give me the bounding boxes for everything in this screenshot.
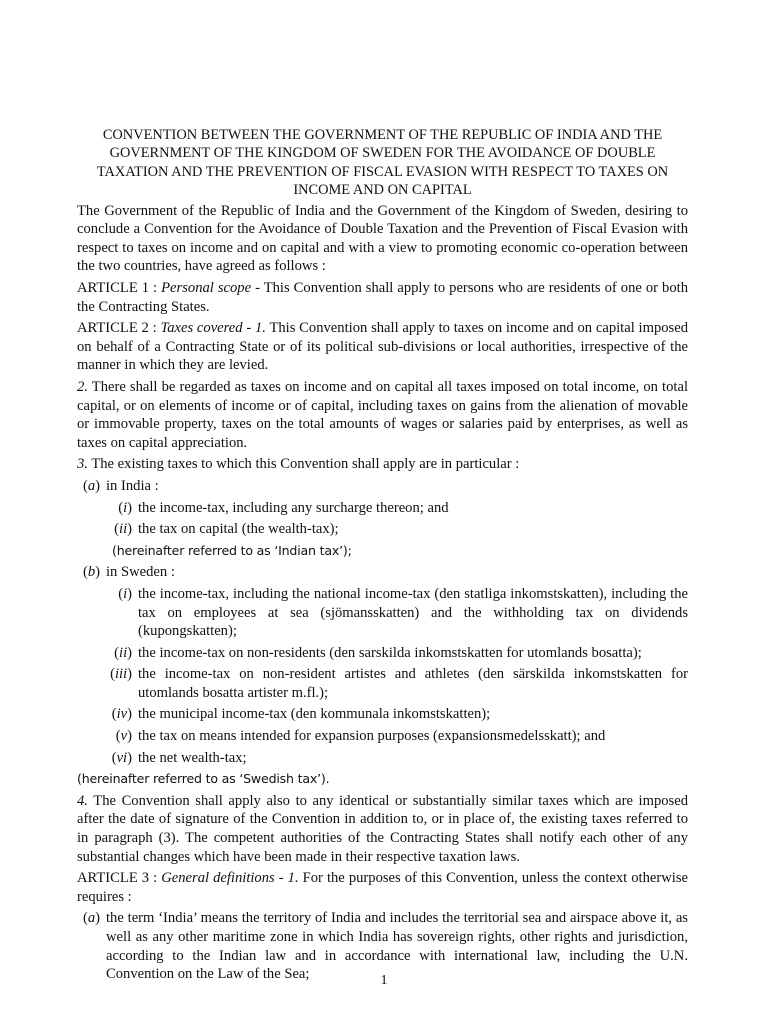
- item-text: the income-tax on non-residents (den sarskilda inkomstskatten for utomlands bosatta);: [138, 644, 642, 661]
- item-text: the term ‘India’ means the territory of India and includes the territorial sea and airspace above it, as well as any other maritime zone in which India has sovereign rights, other rights and jurisdiction, according to the Indian law and in accordance with international law, including the U.N. Convention on the Law of the Sea;: [106, 910, 688, 983]
- item-text: the income-tax, including any surcharge thereon; and: [138, 499, 449, 516]
- article-2-heading: ARTICLE 2 :: [77, 320, 161, 337]
- page-number: 1: [380, 973, 388, 988]
- list-item-sweden-iv: [77, 705, 688, 724]
- para-number: 2.: [77, 378, 88, 395]
- para-text: The Convention shall apply also to any identical or substantially similar taxes which are imposed after the date of signature of the Convention in addition to, or in place of, the existing taxes referred to in paragraph (3). The competent authorities of the Contracting States shall notify each other of any substantial changes which have been made in their respective taxation laws.: [77, 792, 688, 865]
- list-item-sweden-vi: [77, 749, 688, 768]
- article-3-heading: ARTICLE 3 :: [77, 870, 162, 887]
- item-label: (iii): [110, 666, 132, 683]
- list-item-sweden-i: [77, 585, 688, 641]
- para-text: There shall be regarded as taxes on income and on capital all taxes imposed on total income, on total capital, or on elements of income or of capital, including taxes on gains from the alienation of movable or immovable property, taxes on the total amounts of wages or salaries paid by enterprises, as well as taxes on capital appreciation.: [77, 378, 688, 451]
- article-2: [77, 319, 688, 375]
- document-page: [77, 126, 688, 987]
- article-1: [77, 279, 688, 316]
- list-item-india-ii: [77, 520, 688, 539]
- item-label: (a): [82, 477, 100, 494]
- item-label: (v): [115, 728, 132, 745]
- item-label: (i): [118, 585, 132, 602]
- article-2-text: This Convention shall apply to taxes on income and on capital imposed on behalf of a Contracting State or of its political sub-divisions or local authorities, irrespective of the manner in which they are levied.: [77, 320, 688, 374]
- item-text: the tax on means intended for expansion purposes (expansionsmedelsskatt); and: [138, 728, 606, 745]
- item-label: (ii): [114, 644, 132, 661]
- para-number: 3.: [77, 456, 88, 473]
- item-label: (ii): [114, 521, 132, 538]
- india-tax-note: (hereinafter referred to as ‘Indian tax’);: [112, 542, 352, 558]
- article-1-subtitle: Personal scope: [161, 280, 252, 296]
- item-text: the income-tax, including the national income-tax (den statliga inkomstskatten), including the tax on employees at sea (sjömansskatten) and the withholding tax on dividends (kupongskatten);: [138, 585, 688, 640]
- article-1-text: - This Convention shall apply to persons who are residents of one or both the Contracting States.: [77, 280, 688, 315]
- article-2-para-2: [77, 378, 688, 452]
- list-item-sweden-v: [77, 727, 688, 746]
- article-3: [77, 869, 688, 906]
- list-item-sweden-ii: [77, 644, 688, 663]
- list-item-b-sweden: [77, 563, 688, 582]
- article-1-heading: ARTICLE 1 :: [77, 280, 162, 296]
- article-3-text: For the purposes of this Convention, unless the context otherwise requires :: [77, 870, 688, 905]
- item-text: the net wealth-tax;: [138, 749, 247, 766]
- item-label: (b): [82, 564, 100, 581]
- item-label: (a): [82, 910, 100, 927]
- article-3-subtitle: General definitions - 1.: [161, 870, 299, 887]
- item-text: the municipal income-tax (den kommunala inkomstskatten);: [138, 706, 491, 723]
- article-2-para-3: [77, 455, 688, 474]
- list-item-sweden-iii: [77, 665, 688, 702]
- preamble: The Government of the Republic of India and the Government of the Kingdom of Sweden, desiring to conclude a Convention for the Avoidance of Double Taxation and the Prevention of Fiscal Evasion with respect to taxes on income and on capital and with a view to promoting economic co-operation between the two countries, have agreed as follows :: [77, 202, 688, 275]
- item-label: (i): [118, 499, 132, 516]
- swedish-tax-note: (hereinafter referred to as ‘Swedish tax’).: [77, 771, 330, 787]
- item-label: (iv): [111, 706, 132, 723]
- article-2-para-4: [77, 792, 688, 866]
- list-item-a-india: [77, 477, 688, 496]
- list-item-india-i: [77, 499, 688, 518]
- item-text: the tax on capital (the wealth-tax);: [138, 521, 339, 538]
- article-2-subtitle: Taxes covered - 1.: [160, 320, 266, 337]
- item-label: (vi): [111, 749, 132, 766]
- document-title: CONVENTION BETWEEN THE GOVERNMENT OF THE REPUBLIC OF INDIA AND THE GOVERNMENT OF THE KINGDOM OF SWEDEN FOR THE AVOIDANCE OF DOUBLE TAXATION AND THE PREVENTION OF FISCAL EVASION WITH RESPECT TO TAXES ON INCOME AND ON CAPITAL: [96, 127, 669, 199]
- item-text: in Sweden :: [106, 564, 175, 581]
- para-text: The existing taxes to which this Convention shall apply are in particular :: [87, 456, 520, 473]
- item-text: in India :: [106, 477, 159, 494]
- item-text: the income-tax on non-resident artistes and athletes (den särskilda inkomstskatten for utomlands bosatta artister m.fl.);: [138, 666, 688, 701]
- para-number: 4.: [77, 792, 88, 809]
